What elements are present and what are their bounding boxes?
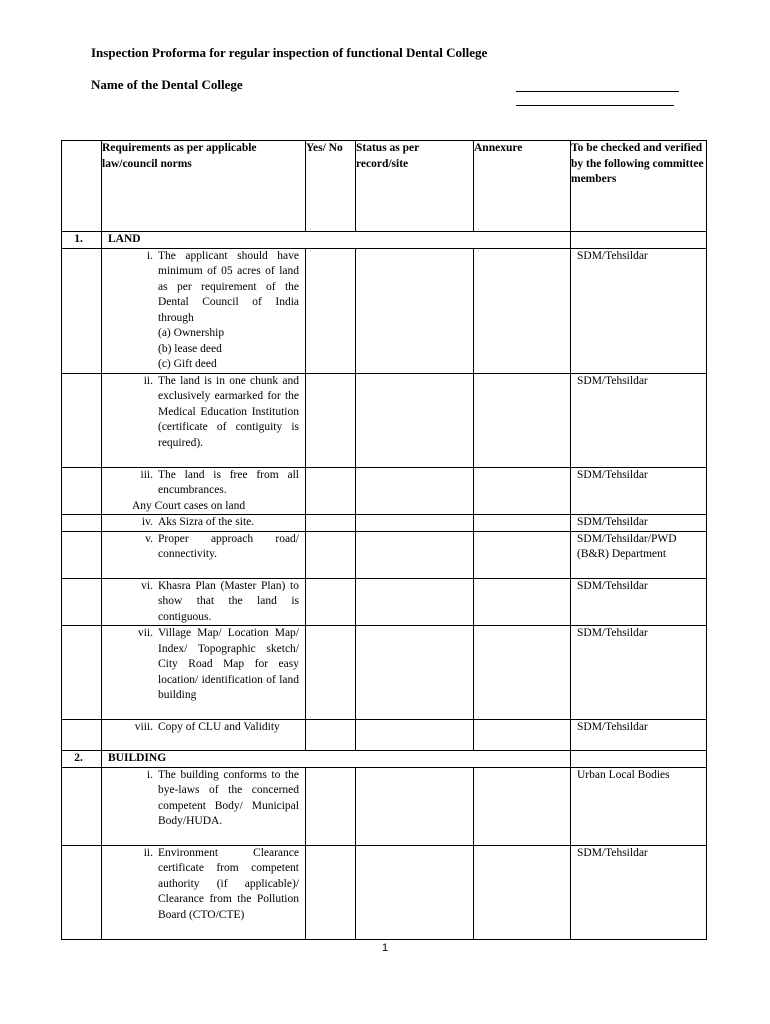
item-number: iv. [141, 516, 153, 528]
section-number: 1. [62, 232, 102, 249]
college-name-label: Name of the Dental College [91, 77, 243, 92]
section-number: 2. [62, 751, 102, 768]
table-row [62, 720, 707, 751]
item-note: Any Court cases on land [132, 499, 246, 512]
requirement-item [104, 468, 299, 499]
item-sub-option: (a) Ownership [158, 327, 225, 339]
requirement-cell [102, 531, 306, 578]
table-row [62, 767, 707, 845]
status-cell[interactable] [356, 373, 474, 467]
item-number: vii. [137, 627, 153, 639]
table-row [62, 467, 707, 515]
section-row-building [62, 751, 707, 768]
item-text: Copy of CLU and Validity [158, 721, 280, 733]
status-cell[interactable] [356, 515, 474, 532]
serial-cell [62, 531, 102, 578]
header-verified-by: To be checked and verified by the following committee members [571, 141, 707, 232]
section-verifier-cell [571, 232, 707, 249]
page-title: Inspection Proforma for regular inspection of functional Dental College [91, 45, 488, 60]
annexure-cell[interactable] [474, 515, 571, 532]
item-text: The land is free from all encumbrances. [158, 468, 299, 496]
verifier-cell: SDM/Tehsildar/PWD (B&R) Department [571, 531, 707, 578]
verifier-cell: SDM/Tehsildar [571, 373, 707, 467]
status-cell[interactable] [356, 626, 474, 720]
item-number: i. [146, 768, 153, 781]
item-text: Proper approach road/ connectivity. [158, 532, 299, 560]
verifier-cell: SDM/Tehsildar [571, 720, 707, 751]
item-text: Environment Clearance certificate from competent authority (if applicable)/ Clearance from the Pollution Board (CTO/CTE) [158, 846, 299, 921]
status-cell[interactable] [356, 578, 474, 626]
item-text: The applicant should have minimum of 05 acres of land as per requirement of the Dental Council of India through [158, 249, 299, 324]
serial-cell [62, 626, 102, 720]
requirement-cell [102, 515, 306, 532]
item-text-wrap [158, 579, 299, 626]
annexure-cell[interactable] [474, 845, 571, 939]
item-text-wrap [158, 768, 299, 830]
item-text-wrap [158, 515, 299, 531]
requirement-item [104, 532, 299, 563]
yes-no-cell[interactable] [306, 467, 356, 515]
annexure-cell[interactable] [474, 720, 571, 751]
annexure-cell[interactable] [474, 578, 571, 626]
requirement-item [104, 626, 299, 704]
item-number: i. [146, 249, 153, 262]
table-header-row [62, 141, 707, 232]
verifier-cell: SDM/Tehsildar [571, 248, 707, 373]
section-row-land [62, 232, 707, 249]
section-title: LAND [102, 232, 571, 249]
college-name-field-line-1[interactable] [516, 91, 679, 92]
table-row [62, 845, 707, 939]
yes-no-cell[interactable] [306, 373, 356, 467]
requirement-cell [102, 720, 306, 751]
yes-no-cell[interactable] [306, 531, 356, 578]
serial-cell [62, 845, 102, 939]
inspection-table [61, 140, 707, 940]
table-row [62, 248, 707, 373]
item-number: iii. [140, 468, 153, 481]
table-row [62, 373, 707, 467]
status-cell[interactable] [356, 531, 474, 578]
item-text-wrap [158, 532, 299, 563]
item-text: The land is in one chunk and exclusively earmarked for the Medical Education Institution (certificate of contiguity is required). [158, 374, 299, 449]
item-text: The building conforms to the bye-laws of the concerned competent Body/ Municipal Body/HUDA. [158, 768, 299, 827]
requirement-cell [102, 626, 306, 720]
serial-cell [62, 373, 102, 467]
table-row [62, 578, 707, 626]
status-cell[interactable] [356, 845, 474, 939]
item-number: ii. [143, 846, 153, 859]
item-text-wrap [158, 846, 299, 924]
requirement-item [104, 579, 299, 626]
annexure-cell[interactable] [474, 248, 571, 373]
header-serial-cell [62, 141, 102, 232]
requirement-item [104, 515, 299, 531]
section-verifier-cell [571, 751, 707, 768]
serial-cell [62, 515, 102, 532]
verifier-cell: SDM/Tehsildar [571, 578, 707, 626]
item-sub-option: (c) Gift deed [158, 358, 217, 370]
verifier-cell: Urban Local Bodies [571, 767, 707, 845]
requirement-item [104, 374, 299, 452]
item-sub-option: (b) lease deed [158, 342, 222, 355]
serial-cell [62, 248, 102, 373]
item-number: ii. [143, 374, 153, 387]
requirement-cell [102, 845, 306, 939]
requirement-cell [102, 467, 306, 515]
requirement-cell [102, 767, 306, 845]
table-row [62, 531, 707, 578]
header-requirements: Requirements as per applicable law/council norms [102, 141, 306, 232]
item-text-wrap [158, 720, 299, 736]
annexure-cell[interactable] [474, 626, 571, 720]
item-number: vi. [141, 579, 153, 592]
verifier-cell: SDM/Tehsildar [571, 845, 707, 939]
requirement-cell [102, 578, 306, 626]
serial-cell [62, 767, 102, 845]
header-yes-no: Yes/ No [306, 141, 356, 232]
serial-cell [62, 578, 102, 626]
annexure-cell[interactable] [474, 467, 571, 515]
status-cell[interactable] [356, 720, 474, 751]
yes-no-cell[interactable] [306, 845, 356, 939]
serial-cell [62, 467, 102, 515]
table-row [62, 626, 707, 720]
item-text-wrap [158, 468, 299, 499]
verifier-cell: SDM/Tehsildar [571, 467, 707, 515]
item-number: v. [145, 532, 153, 545]
verifier-cell: SDM/Tehsildar [571, 515, 707, 532]
status-cell[interactable] [356, 767, 474, 845]
requirement-item [104, 846, 299, 924]
annexure-cell[interactable] [474, 767, 571, 845]
table-row [62, 515, 707, 532]
item-text: Aks Sizra of the site. [158, 516, 255, 528]
yes-no-cell[interactable] [306, 767, 356, 845]
requirement-cell [102, 373, 306, 467]
yes-no-cell[interactable] [306, 248, 356, 373]
item-text: Village Map/ Location Map/ Index/ Topographic sketch/ City Road Map for easy location/ identification of land building [158, 627, 299, 701]
requirement-cell [102, 248, 306, 373]
yes-no-cell[interactable] [306, 515, 356, 532]
item-text-wrap [158, 374, 299, 452]
serial-cell [62, 720, 102, 751]
section-title: BUILDING [102, 751, 571, 768]
requirement-item [104, 768, 299, 830]
header-annexure: Annexure [474, 141, 571, 232]
yes-no-cell[interactable] [306, 578, 356, 626]
header-status: Status as per record/site [356, 141, 474, 232]
college-name-field-line-2[interactable] [516, 105, 674, 106]
requirement-item [104, 720, 299, 736]
yes-no-cell[interactable] [306, 720, 356, 751]
yes-no-cell[interactable] [306, 626, 356, 720]
item-text-wrap [158, 626, 299, 704]
item-number: viii. [134, 721, 153, 733]
annexure-cell[interactable] [474, 373, 571, 467]
item-text-wrap [158, 249, 299, 373]
page-number: 1 [381, 942, 389, 954]
verifier-cell: SDM/Tehsildar [571, 626, 707, 720]
requirement-item [104, 249, 299, 373]
annexure-cell[interactable] [474, 531, 571, 578]
status-cell[interactable] [356, 467, 474, 515]
status-cell[interactable] [356, 248, 474, 373]
item-text: Khasra Plan (Master Plan) to show that the land is contiguous. [158, 579, 299, 623]
